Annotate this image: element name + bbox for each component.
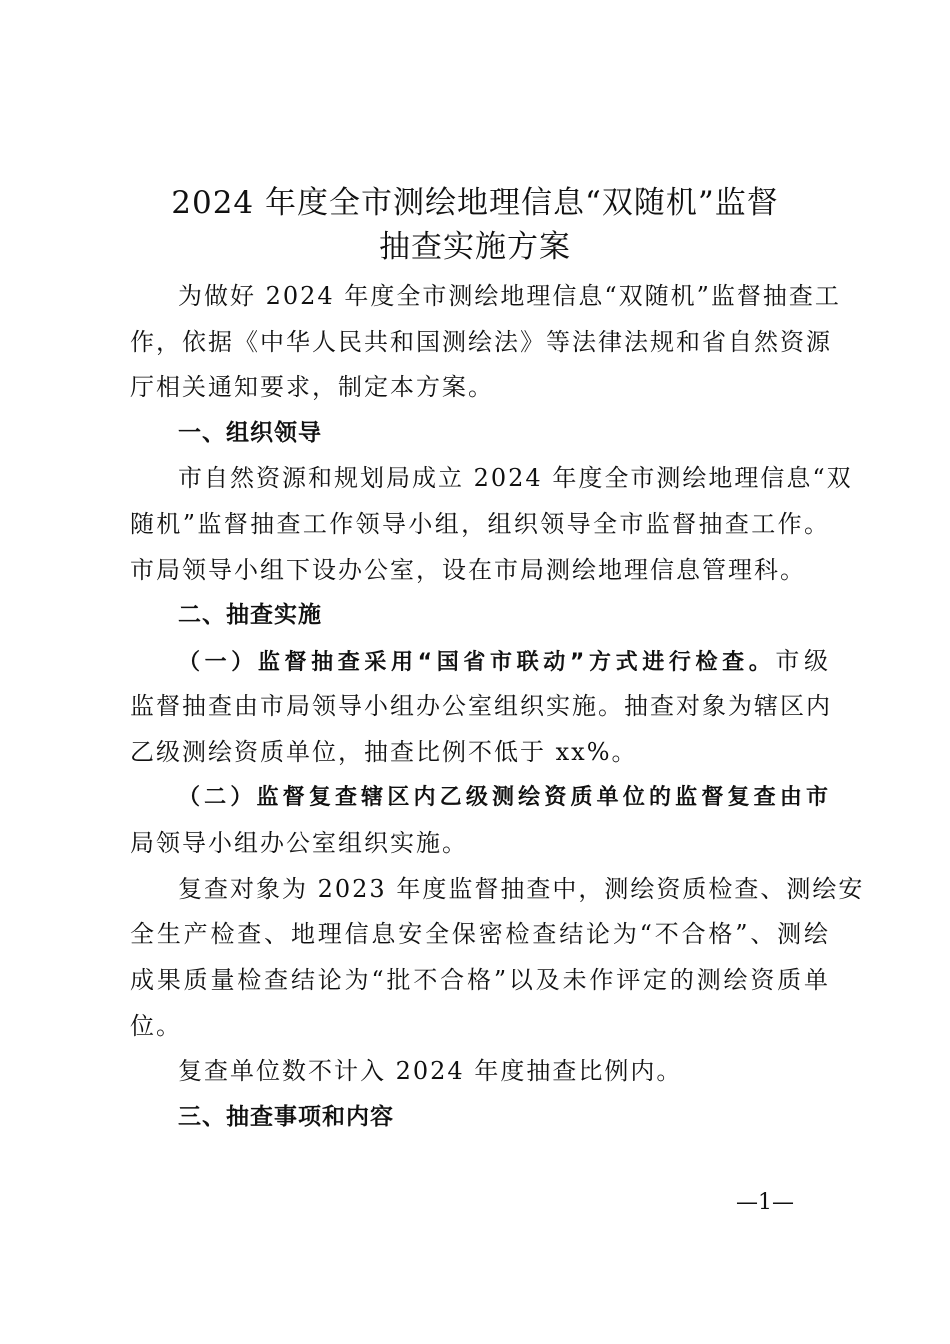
document-title-line-2: 抽查实施方案	[379, 229, 571, 265]
section-2-item-2-line-1: （二）监督复查辖区内乙级测绘资质单位的监督复查由市	[178, 785, 830, 810]
section-2-para-3-line-1: 复查对象为 2023 年度监督抽查中，测绘资质检查、测绘安	[178, 875, 865, 903]
section-2-heading: 二、抽查实施	[178, 602, 322, 628]
section-3-heading: 三、抽查事项和内容	[178, 1104, 394, 1130]
intro-line-3: 厅相关通知要求，制定本方案。	[130, 373, 494, 401]
page-number: —1—	[736, 1190, 794, 1215]
section-2-para-3-line-2: 全生产检查、地理信息安全保密检查结论为“不合格”、测绘	[130, 920, 830, 948]
intro-line-2: 作，依据《中华人民共和国测绘法》等法律法规和省自然资源	[130, 328, 832, 356]
section-1-line-3: 市局领导小组下设办公室，设在市局测绘地理信息管理科。	[130, 556, 806, 584]
item-1-lead: （一）监督抽查采用“国省市联动”方式进行检查。	[178, 650, 776, 675]
intro-line-1: 为做好 2024 年度全市测绘地理信息“双随机”监督抽查工	[178, 282, 841, 310]
document-title-line-1: 2024 年度全市测绘地理信息“双随机”监督	[171, 185, 779, 221]
section-2-item-1-line-2: 监督抽查由市局领导小组办公室组织实施。抽查对象为辖区内	[130, 692, 832, 720]
section-2-para-3-line-4: 位。	[130, 1012, 182, 1040]
section-1-heading: 一、组织领导	[178, 420, 322, 446]
section-2-item-1-line-3: 乙级测绘资质单位，抽查比例不低于 xx%。	[130, 738, 638, 766]
section-2-para-4: 复查单位数不计入 2024 年度抽查比例内。	[178, 1057, 683, 1085]
section-2-item-2-line-2: 局领导小组办公室组织实施。	[130, 829, 468, 857]
section-2-para-3-line-3: 成果质量检查结论为“批不合格”以及未作评定的测绘资质单	[130, 966, 830, 994]
section-1-line-1: 市自然资源和规划局成立 2024 年度全市测绘地理信息“双	[178, 464, 853, 492]
section-1-line-2: 随机”监督抽查工作领导小组，组织领导全市监督抽查工作。	[130, 510, 830, 538]
section-2-item-1-line-1	[178, 644, 830, 680]
item-1-lead-tail: 市级	[775, 647, 831, 675]
